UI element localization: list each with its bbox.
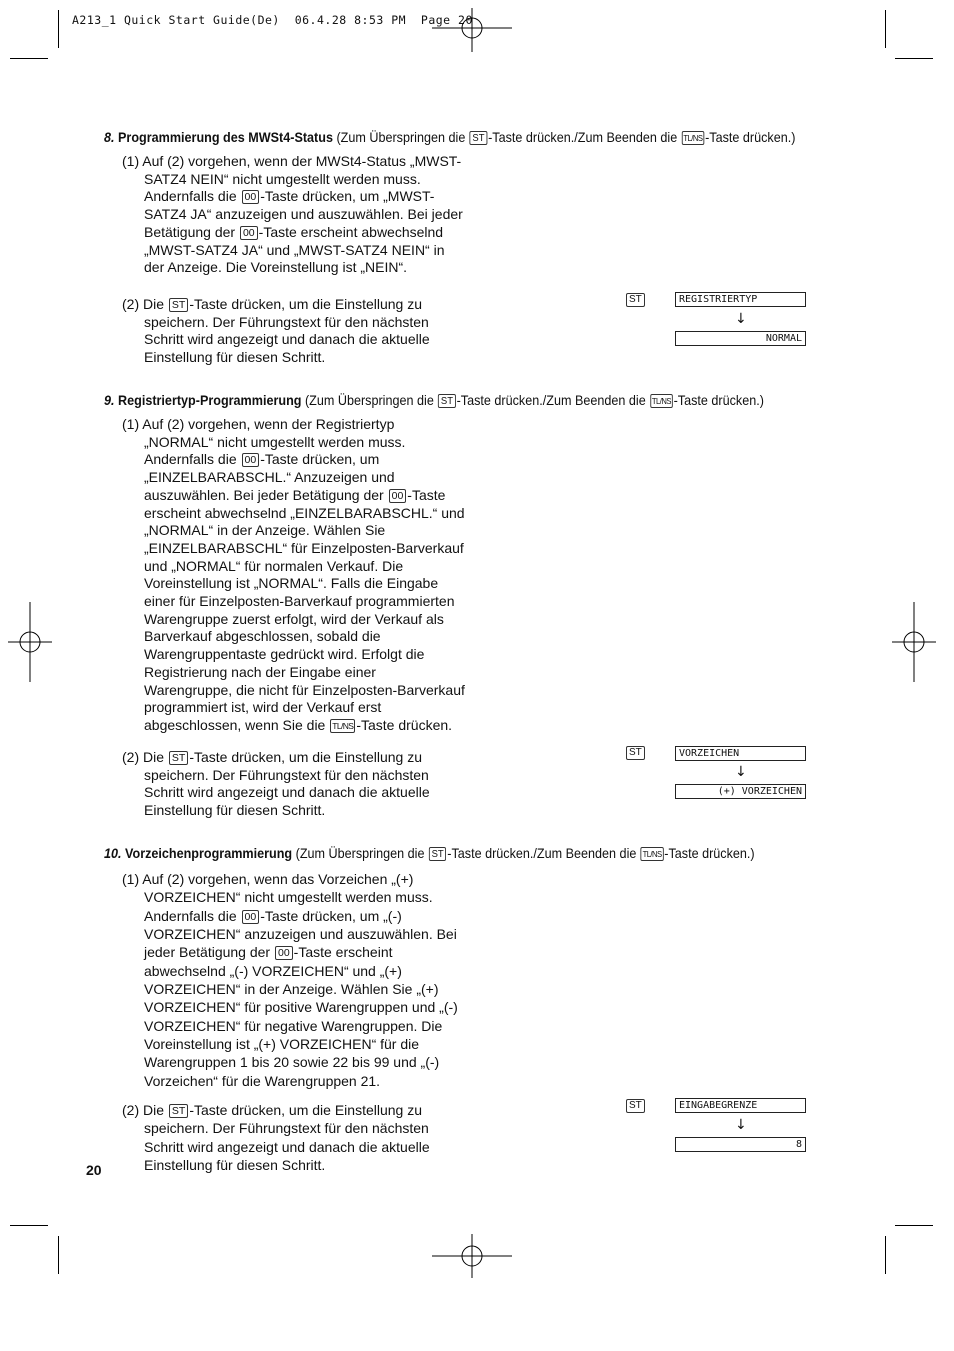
section-heading: 9. Registriertyp-Programmierung (Zum Überspringen die ST -Taste drücken./Zum Beenden die TL/NS -Taste drücken.) — [104, 392, 764, 408]
00-key-icon: 00 — [242, 910, 260, 924]
crop-mark — [10, 58, 48, 59]
section-heading: 8. Programmierung des MWSt4-Status (Zum Überspringen die ST -Taste drücken./Zum Beenden die TL/NS -Taste drücken.) — [104, 129, 796, 145]
00-key-icon: 00 — [242, 453, 260, 467]
section-heading: 10. Vorzeichenprogrammierung (Zum Überspringen die ST -Taste drücken./Zum Beenden die TL/NS -Taste drücken.) — [104, 845, 755, 861]
crop-mark — [10, 1225, 48, 1226]
display-prompt: EINGABEGRENZE — [675, 1098, 806, 1113]
print-header: A213_1 Quick Start Guide(De) 06.4.28 8:53 PM Page 20 — [72, 13, 473, 27]
section-number: 8. — [104, 129, 115, 145]
00-key-icon: 00 — [240, 226, 258, 240]
registration-mark-icon — [892, 602, 936, 682]
step-2-text: (2) Die ST -Taste drücken, um die Einstellung zu speichern. Der Führungstext für den nächsten Schritt wird angezeigt und danach die aktuelle Einstellung für diesen Schritt. — [122, 749, 430, 819]
crop-mark — [895, 58, 933, 59]
display-value: NORMAL — [675, 331, 806, 346]
st-key-icon: ST — [169, 298, 188, 312]
down-arrow-icon: ↓ — [735, 1117, 747, 1133]
display-prompt: REGISTRIERTYP — [675, 292, 806, 307]
tl-key-icon: TL/NS — [651, 396, 671, 406]
00-key-icon: 00 — [389, 489, 407, 503]
down-arrow-icon: ↓ — [735, 764, 747, 780]
registration-mark-icon — [432, 8, 512, 52]
crop-mark — [895, 1225, 933, 1226]
page-number: 20 — [86, 1162, 102, 1178]
st-key-icon: ST — [429, 847, 446, 861]
down-arrow-icon: ↓ — [735, 311, 747, 327]
st-key-icon: ST — [626, 1099, 645, 1113]
crop-mark — [885, 1236, 886, 1274]
st-key-icon: ST — [470, 131, 487, 145]
section-title: Vorzeichenprogrammierung — [125, 845, 293, 861]
st-key-icon: ST — [626, 746, 645, 760]
registration-mark-icon — [432, 1234, 512, 1278]
st-key-icon: ST — [438, 394, 455, 408]
st-key-icon: ST — [169, 751, 188, 765]
st-key-icon: ST — [626, 293, 645, 307]
step-2-text: (2) Die ST -Taste drücken, um die Einstellung zu speichern. Der Führungstext für den nächsten Schritt wird angezeigt und danach die aktuelle Einstellung für diesen Schritt. — [122, 1102, 430, 1174]
00-key-icon: 00 — [242, 190, 260, 204]
section-title: Programmierung des MWSt4-Status — [118, 129, 333, 145]
section-number: 10. — [104, 845, 122, 861]
step-2-text: (2) Die ST -Taste drücken, um die Einstellung zu speichern. Der Führungstext für den nächsten Schritt wird angezeigt und danach die aktuelle Einstellung für diesen Schritt. — [122, 296, 430, 366]
display-prompt: VORZEICHEN — [675, 746, 806, 761]
crop-mark — [58, 10, 59, 48]
00-key-icon: 00 — [275, 946, 293, 960]
step-1-text: (1) Auf (2) vorgehen, wenn das Vorzeichen „(+) VORZEICHEN“ nicht umgestellt werden muss. Andernfalls die 00 -Taste drücken, um „(-) VORZEICHEN“ anzuzeigen und auszuwählen. Bei jeder Betätigung der 00 -Taste erscheint abwechselnd „(-) VORZEICHEN“ und „(+) VORZEICHEN“ in der Anzeige. Wählen Sie „(+) VORZEICHEN“ für positive Warengruppen und „(-) VORZEICHEN“ für negative Warengruppen. Die Voreinstellung ist „(+) VORZEICHEN“ für die Warengruppen 1 bis 20 sowie 22 bis 99 und „(-) Vorzeichen“ für die Warengruppen 21. — [122, 871, 458, 1089]
tl-key-icon: TL/NS — [642, 849, 662, 859]
crop-mark — [885, 10, 886, 48]
section-title: Registriertyp-Programmierung — [118, 392, 302, 408]
registration-mark-icon — [8, 602, 52, 682]
step-1-text: (1) Auf (2) vorgehen, wenn der MWSt4-Status „MWST- SATZ4 NEIN“ nicht umgestellt werden muss. Andernfalls die 00 -Taste drücken, um „MWST- SATZ4 JA“ anzuzeigen und auszuwählen. Bei jeder Betätigung der 00 -Taste erscheint abwechselnd „MWST-SATZ4 JA“ und „MWST-SATZ4 NEIN“ in der Anzeige. Die Voreinstellung ist „NEIN“. — [122, 153, 463, 276]
step-1-text: (1) Auf (2) vorgehen, wenn der Registriertyp „NORMAL“ nicht umgestellt werden muss. Andernfalls die 00 -Taste drücken, um „EINZELBARABSCHL.“ Anzuzeigen und auszuwählen. Bei jeder Betätigung der 00 -Taste erscheint abwechselnd „EINZELBARABSCHL.“ und „NORMAL“ in der Anzeige. Wählen Sie „EINZELBARABSCHL“ für Einzelposten-Barverkauf und „NORMAL“ für normalen Verkauf. Die Voreinstellung ist „NORMAL“. Falls die Eingabe einer für Einzelposten-Barverkauf programmierten Warengruppe zuerst erfolgt, wird der Verkauf als Barverkauf abgeschlossen, sobald die Warengruppentaste gedrückt wird. Erfolgt die Registrierung nach der Eingabe einer Warengruppe, die nicht für Einzelposten-Barverkauf programmiert ist, wird der Verkauf erst abgeschlossen, wenn Sie die TL/NS -Taste drücken. — [122, 416, 465, 733]
tl-key-icon: TL/NS — [332, 720, 354, 731]
display-value: (+) VORZEICHEN — [675, 784, 806, 799]
st-key-icon: ST — [169, 1104, 188, 1118]
crop-mark — [58, 1236, 59, 1274]
tl-key-icon: TL/NS — [683, 133, 703, 143]
section-number: 9. — [104, 392, 115, 408]
display-value: 8 — [675, 1137, 806, 1152]
